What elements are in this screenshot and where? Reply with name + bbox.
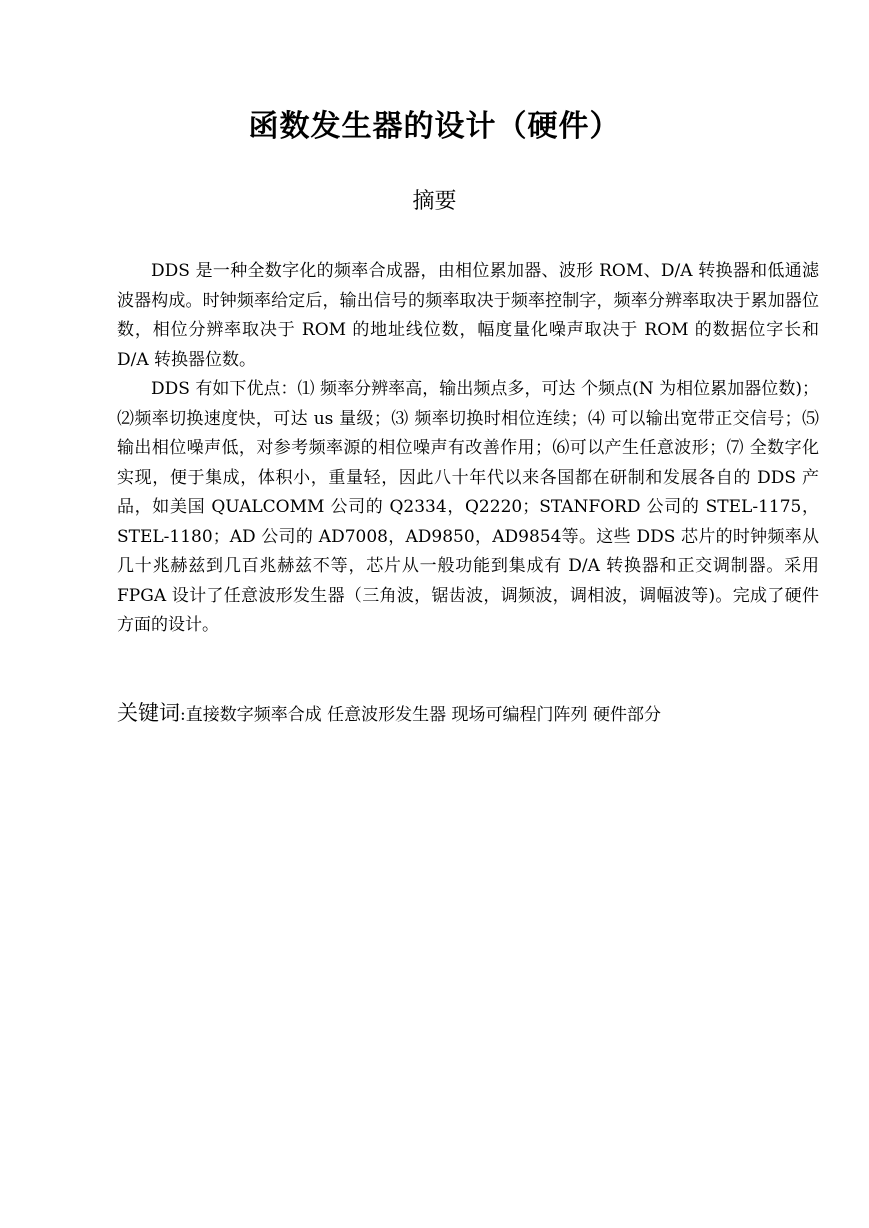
- keywords-text: 直接数字频率合成 任意波形发生器 现场可编程门阵列 硬件部分: [185, 705, 661, 725]
- keywords-line: [117, 698, 819, 730]
- keywords-label: 关键词: [117, 701, 180, 725]
- document-title: 函数发生器的设计（硬件）: [248, 109, 621, 144]
- abstract-heading: 摘要: [412, 189, 457, 214]
- abstract-body: [117, 257, 819, 641]
- keywords-separator: :: [180, 705, 186, 725]
- abstract-paragraph-2: DDS 有如下优点：⑴ 频率分辨率高，输出频点多，可达 个频点(N 为相位累加器位数)；⑵频率切换速度快，可达 us 量级；⑶ 频率切换时相位连续；⑷ 可以输出宽带正交信号；⑸ 输出相位噪声低，对参考频率源的相位噪声有改善作用；⑹可以产生任意波形；⑺ 全数字化实现，便于集成，体积小，重量轻，因此八十年代以来各国都在研制和发展各自的 DDS 产品，如美国 QUALCOMM 公司的 Q2334，Q2220；STANFORD 公司的 STEL-1175，STEL-1180；AD 公司的 AD7008，AD9850，AD9854等。这些 DDS 芯片的时钟频率从几十兆赫兹到几百兆赫兹不等，芯片从一般功能到集成有 D/A 转换器和正交调制器。采用 FPGA 设计了任意波形发生器（三角波，锯齿波，调频波，调相波，调幅波等)。完成了硬件方面的设计。: [117, 379, 819, 635]
- abstract-paragraph-1: DDS 是一种全数字化的频率合成器，由相位累加器、波形 ROM、D/A 转换器和低通滤波器构成。时钟频率给定后，输出信号的频率取决于频率控制字，频率分辨率取决于累加器位数，相位分辨率取决于 ROM 的地址线位数，幅度量化噪声取决于 ROM 的数据位字长和 D/A 转换器位数。: [117, 261, 819, 370]
